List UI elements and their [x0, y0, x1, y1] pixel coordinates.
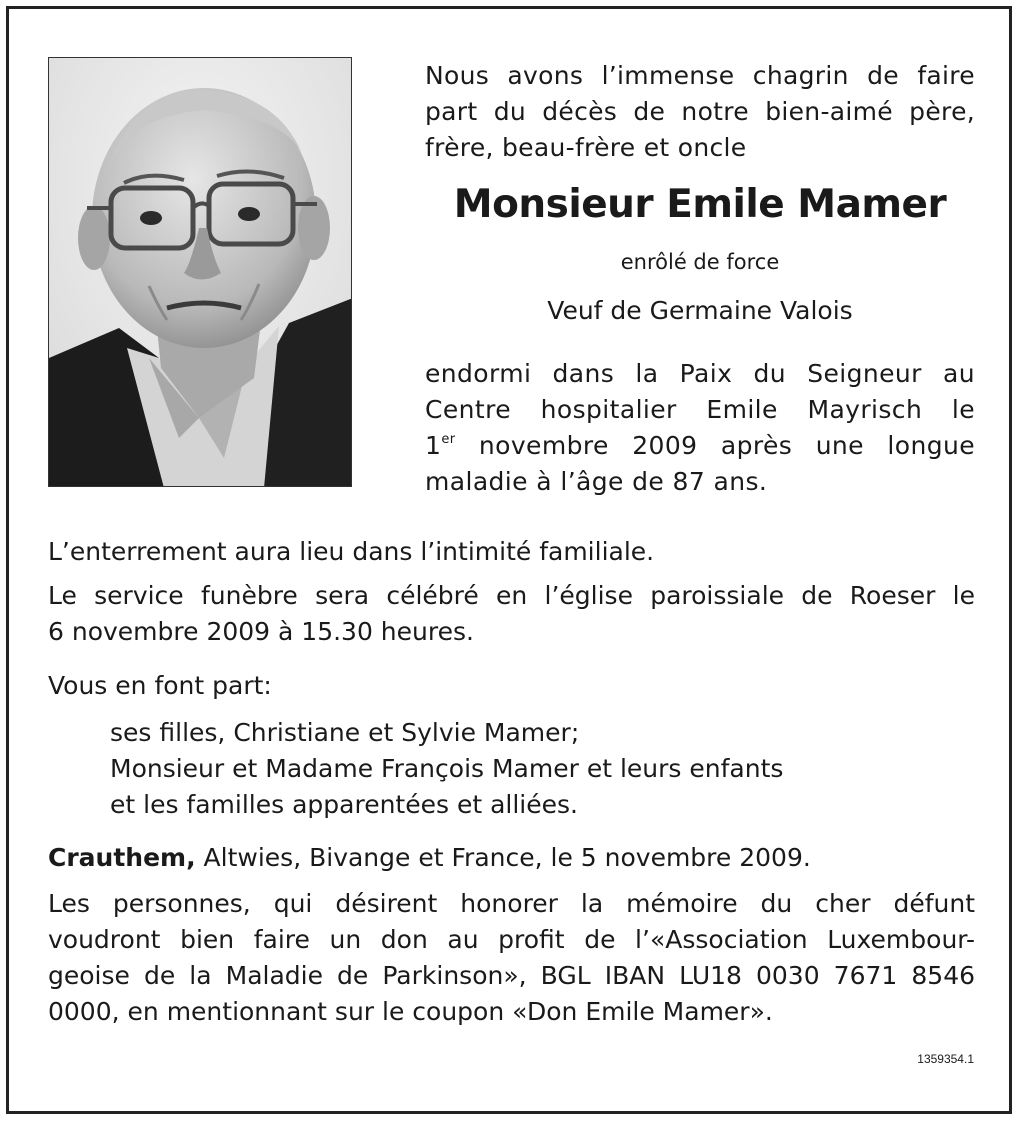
reference-number: 1359354.1: [917, 1052, 974, 1066]
passing-day-suffix: er: [441, 432, 456, 447]
intro-line: frère, beau-frère et oncle: [425, 133, 747, 162]
passing-line: maladie à l’âge de 87 ans.: [425, 467, 768, 496]
passing-date-rest: novembre 2009 après une longue: [455, 431, 975, 460]
donation-line: 0000, en mentionnant sur le coupon «Don Emile Mamer».: [48, 997, 773, 1026]
passing-line: Centre hospitalier Emile Mayrisch le: [425, 395, 975, 424]
passing-line: [425, 428, 975, 464]
service-line: Le service funèbre sera célébré en l’église paroissiale de Roeser le: [48, 581, 975, 610]
deceased-name: Monsieur Emile Mamer: [453, 182, 947, 227]
donation-line: voudront bien faire un don au profit de l’«Association Luxembour-: [48, 925, 975, 954]
passing-line: endormi dans la Paix du Seigneur au: [425, 359, 975, 388]
intro-paragraph: [425, 58, 975, 166]
intro-line: part du décès de notre bien-aimé père,: [425, 97, 975, 126]
family-line: ses filles, Christiane et Sylvie Mamer;: [110, 718, 580, 747]
service-paragraph: [48, 578, 975, 650]
family-line: et les familles apparentées et alliées.: [110, 790, 578, 819]
place-date: [48, 840, 975, 876]
donation-line: geoise de la Maladie de Parkinson», BGL IBAN LU18 0030 7671 8546: [48, 961, 975, 990]
widow-of: Veuf de Germaine Valois: [547, 296, 853, 325]
burial-note: L’enterrement aura lieu dans l’intimité familiale.: [48, 537, 655, 566]
family-line: Monsieur et Madame François Mamer et leurs enfants: [110, 754, 784, 783]
place-date-rest: Altwies, Bivange et France, le 5 novembre 2009.: [195, 843, 811, 872]
service-line: 6 novembre 2009 à 15.30 heures.: [48, 617, 474, 646]
intro-line: Nous avons l’immense chagrin de faire: [425, 61, 975, 90]
donation-line: Les personnes, qui désirent honorer la mémoire du cher défunt: [48, 889, 975, 918]
donation-paragraph: [48, 886, 975, 1030]
place-bold: Crauthem,: [48, 843, 196, 872]
passing-day: 1: [425, 431, 442, 460]
announce-intro: Vous en font part:: [48, 671, 272, 700]
family-list: [110, 715, 970, 823]
portrait-photo: [48, 57, 352, 487]
deceased-subtitle: enrôlé de force: [620, 250, 780, 274]
passing-paragraph: [425, 356, 975, 500]
